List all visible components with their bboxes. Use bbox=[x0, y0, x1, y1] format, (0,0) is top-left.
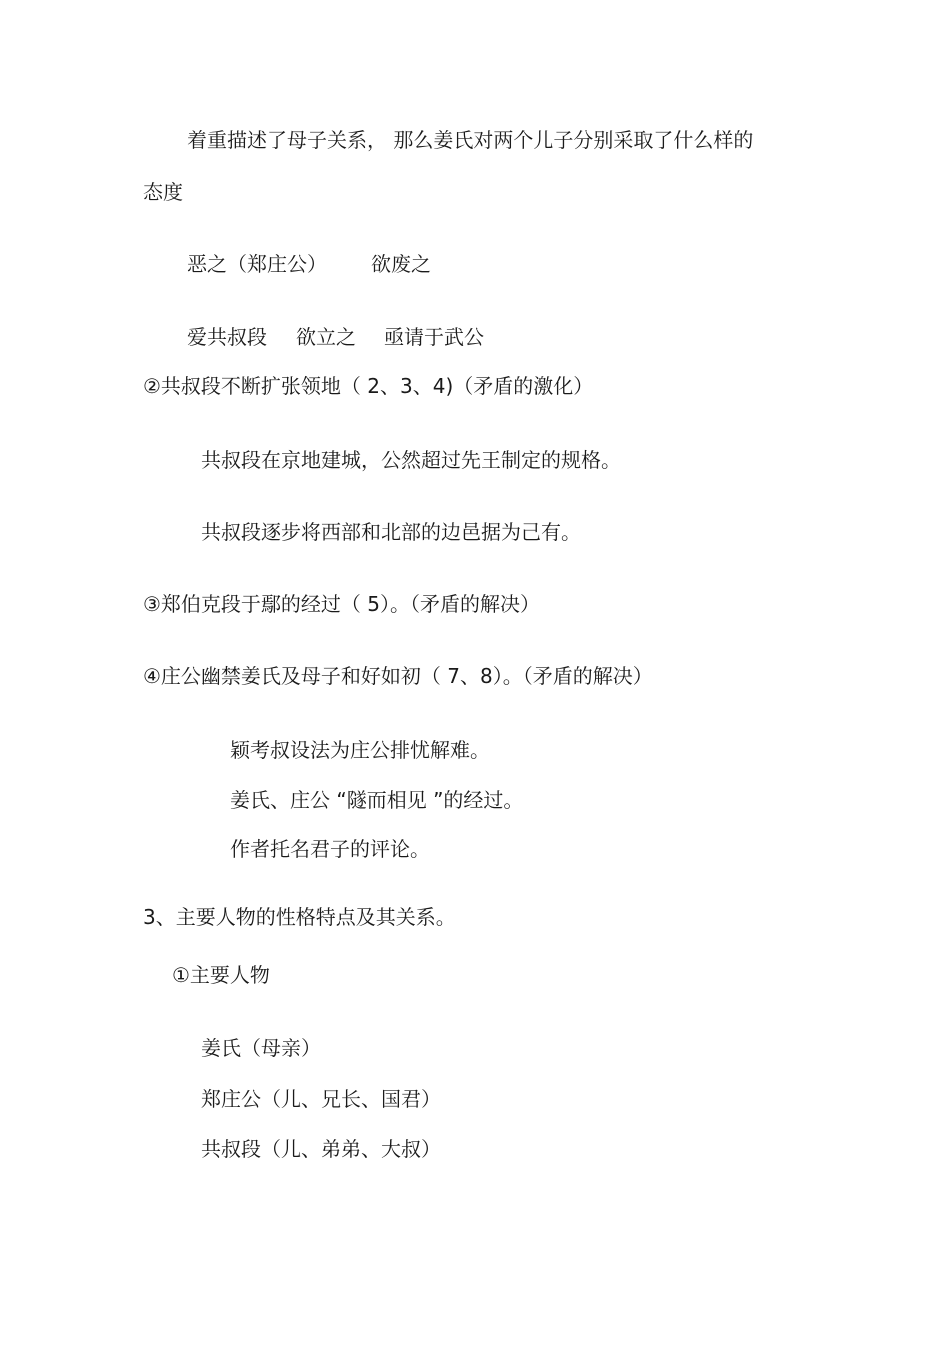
section-2-item-2: 共叔段逐步将西部和北部的边邑据为己有。 bbox=[201, 520, 581, 544]
part-3-subheading: ①主要人物 bbox=[172, 963, 270, 987]
section-2-item-1: 共叔段在京地建城，公然超过先王制定的规格。 bbox=[201, 448, 621, 472]
section-4-heading: ④庄公幽禁姜氏及母子和好如初（ 7、8）。（矛盾的解决） bbox=[143, 664, 653, 688]
section-4-item-3: 作者托名君子的评论。 bbox=[230, 837, 430, 861]
attitude-zhuang-part1: 恶之（郑庄公） bbox=[187, 252, 327, 276]
section-2-heading: ②共叔段不断扩张领地（ 2、3、4)（矛盾的激化） bbox=[143, 374, 594, 398]
attitude-zhuang-line bbox=[187, 252, 431, 276]
attitude-duan-part1: 爱共叔段 bbox=[187, 325, 267, 349]
section-4-item-2: 姜氏、庄公 “隧而相见 ”的经过。 bbox=[230, 788, 524, 812]
intro-line-1: 着重描述了母子关系， 那么姜氏对两个儿子分别采取了什么样的 bbox=[187, 128, 754, 152]
character-list-item: 郑庄公（儿、兄长、国君） bbox=[201, 1087, 441, 1111]
attitude-duan-part3: 亟请于武公 bbox=[384, 325, 484, 349]
character-list-item: 姜氏（母亲） bbox=[201, 1036, 321, 1060]
attitude-duan-part2: 欲立之 bbox=[296, 325, 356, 349]
intro-line-2: 态度 bbox=[143, 180, 183, 204]
attitude-duan-line bbox=[187, 325, 484, 349]
part-3-heading: 3、主要人物的性格特点及其关系。 bbox=[143, 905, 456, 929]
section-4-item-1: 颖考叔设法为庄公排忧解难。 bbox=[230, 738, 490, 762]
attitude-zhuang-part2: 欲废之 bbox=[371, 252, 431, 276]
section-3-heading: ③郑伯克段于鄢的经过（ 5）。（矛盾的解决） bbox=[143, 592, 541, 616]
character-list-item: 共叔段（儿、弟弟、大叔） bbox=[201, 1137, 441, 1161]
